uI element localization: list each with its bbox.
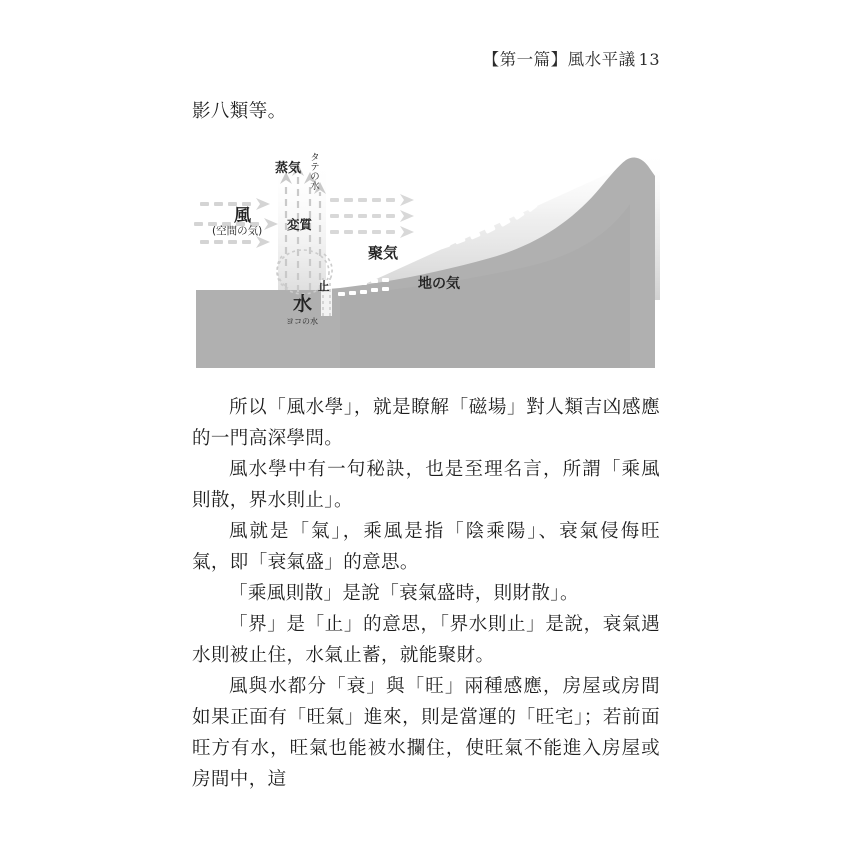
label-steam: 蒸気 [275, 161, 302, 176]
diagram-canvas [190, 140, 660, 372]
label-gathered-qi: 聚気 [368, 244, 399, 262]
label-stop: 止 [318, 279, 330, 293]
running-head [190, 46, 660, 70]
paragraph: 風水學中有一句秘訣，也是至理名言，所謂「乘風則散，界水則止」。 [192, 459, 660, 511]
body-text-block [192, 392, 660, 795]
label-water: 水 [293, 293, 313, 315]
top-text-line: 影八類等。 [192, 101, 287, 122]
paragraph: 風與水都分「衰」與「旺」兩種感應，房屋或房間如果正面有「旺氣」進來，則是當運的「旺宅」；若前面旺方有水，旺氣也能被水攔住，使旺氣不能進入房屋或房間中，這 [192, 676, 660, 790]
paragraph: 風就是「氣」，乘風是指「陰乘陽」、衰氣侵侮旺氣，即「衰氣盛」的意思。 [192, 521, 660, 573]
label-transform: 変質 [287, 217, 313, 232]
wind-arrow-row [330, 210, 414, 222]
label-horizontal-water: ヨコの水 [286, 317, 318, 326]
running-head-title: 【第一篇】風水平議 [482, 50, 636, 69]
label-wind: 風 [234, 206, 251, 226]
label-wind-sub: (空間の気) [212, 225, 263, 237]
page-number: 13 [638, 50, 660, 69]
wind-arrow-row [200, 236, 270, 248]
paragraph: 「乘風則散」是說「衰氣盛時，則財散」。 [229, 583, 579, 604]
wind-arrows-right-group [330, 194, 414, 238]
paragraph: 所以「風水學」，就是瞭解「磁場」對人類吉凶感應的一門高深學問。 [192, 397, 660, 449]
wind-arrow-row [330, 226, 414, 238]
feng-shui-diagram [190, 140, 660, 372]
paragraph: 「界」是「止」的意思，「界水則止」是說，衰氣遇水則被止住，水氣止蓄，就能聚財。 [192, 614, 660, 666]
wind-arrow-row [330, 194, 414, 206]
label-earth-qi: 地の気 [418, 276, 460, 292]
label-vertical-water: タテの水 [307, 152, 319, 190]
top-text-block [192, 96, 660, 127]
